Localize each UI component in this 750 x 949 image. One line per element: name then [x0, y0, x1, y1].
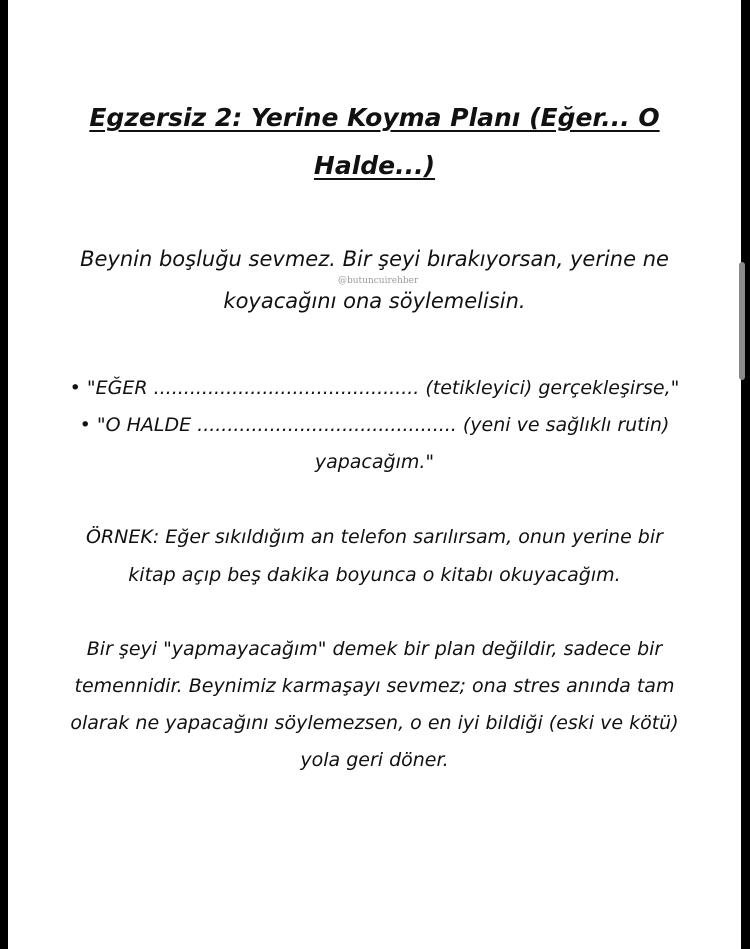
intro-line-2: koyacağını ona söylemelisin. [223, 289, 526, 313]
closing-line-4: yola geri döner. [300, 749, 449, 771]
watermark-text: @butuncuirehber [338, 276, 419, 286]
example-paragraph [48, 518, 701, 594]
bullet-then: • "O HALDE ........................................... (yeni ve sağlıklı rutin) [79, 414, 670, 436]
closing-line-2: temennidir. Beynimiz karmaşayı sevmez; ona stres anında tam [74, 675, 675, 697]
closing-paragraph [48, 631, 701, 779]
title-line-1: Egzersiz 2: Yerine Koyma Planı (Eğer... O [89, 103, 660, 132]
bullet-if: • "EĞER ............................................ (tetikleyici) gerçekleşirse," [69, 377, 680, 399]
closing-line-1: Bir şeyi "yapmayacağım" demek bir plan değildir, sadece bir [86, 638, 663, 660]
scrollbar-thumb[interactable] [739, 262, 745, 380]
title-line-2: Halde...) [313, 151, 436, 180]
page-title [68, 94, 681, 190]
example-line-2: kitap açıp beş dakika boyunca o kitabı okuyacağım. [128, 564, 621, 586]
document-page [8, 0, 741, 949]
scrollbar-track[interactable] [742, 0, 750, 949]
example-line-1: ÖRNEK: Eğer sıkıldığım an telefon sarılırsam, onun yerine bir [86, 526, 663, 548]
intro-line-1: Beynin boşluğu sevmez. Bir şeyi bırakıyorsan, yerine ne [80, 247, 669, 271]
plan-bullet-list [48, 370, 701, 481]
closing-line-3: olarak ne yapacağını söylemezsen, o en iyi bildiği (eski ve kötü) [70, 712, 679, 734]
bullet-then-continued: yapacağım." [314, 451, 435, 473]
